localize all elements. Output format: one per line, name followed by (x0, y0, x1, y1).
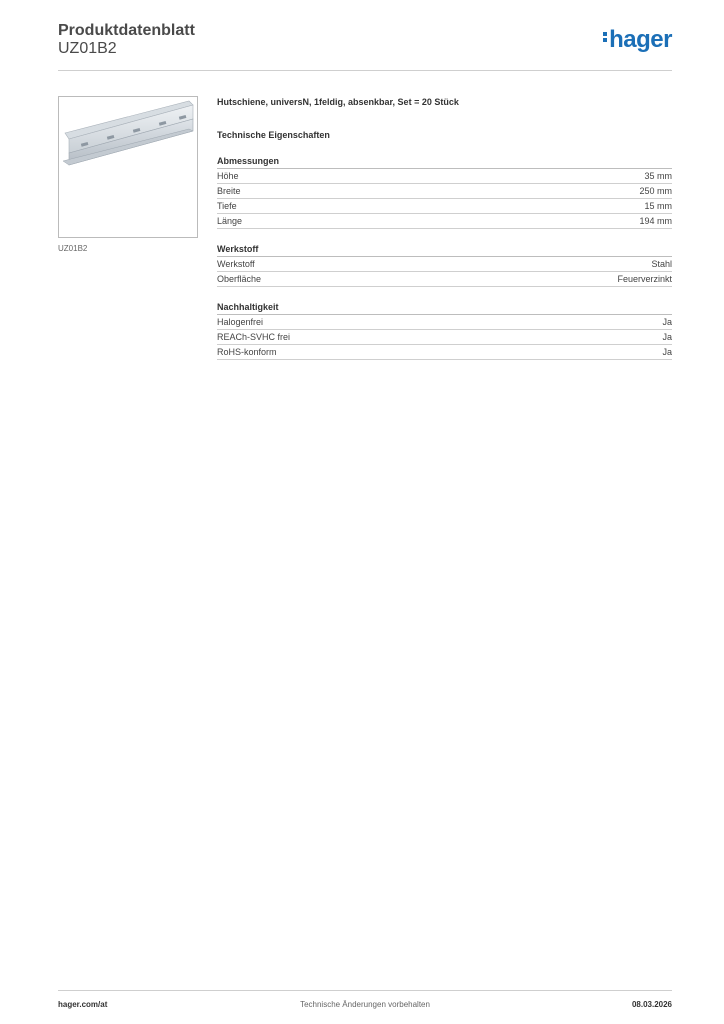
group-title: Nachhaltigkeit (217, 301, 672, 315)
row-label: REACh-SVHC frei (217, 332, 291, 342)
page-footer (58, 990, 672, 1021)
group-sustainability (217, 301, 672, 360)
row-value: 194 mm (639, 216, 672, 226)
table-row (217, 257, 672, 272)
logo-text: hager (609, 26, 672, 53)
logo-colon-icon (603, 30, 608, 44)
row-label: Halogenfrei (217, 317, 264, 327)
row-value: Feuerverzinkt (617, 274, 672, 284)
product-details (217, 96, 672, 360)
row-label: Höhe (217, 171, 239, 181)
article-number: UZ01B2 (58, 40, 117, 57)
hager-logo (603, 26, 672, 54)
table-row (217, 330, 672, 345)
row-value: Stahl (651, 259, 672, 269)
row-value: Ja (662, 347, 672, 357)
table-row (217, 184, 672, 199)
table-row (217, 315, 672, 330)
row-label: Breite (217, 186, 241, 196)
group-title: Abmessungen (217, 155, 672, 169)
product-image (58, 96, 198, 238)
footer-date: 08.03.2026 (631, 1000, 672, 1009)
table-row (217, 169, 672, 184)
row-value: Ja (662, 317, 672, 327)
table-row (217, 214, 672, 229)
row-label: Oberfläche (217, 274, 262, 284)
table-row (217, 345, 672, 360)
row-value: 15 mm (644, 201, 672, 211)
row-label: Tiefe (217, 201, 237, 211)
table-row (217, 272, 672, 287)
row-value: Ja (662, 332, 672, 342)
page-title: Produktdatenblatt (58, 22, 195, 39)
image-caption: UZ01B2 (58, 244, 88, 253)
row-label: Länge (217, 216, 243, 226)
din-rail-image (59, 97, 197, 237)
group-title: Werkstoff (217, 243, 672, 257)
footer-notice: Technische Änderungen vorbehalten (300, 1000, 430, 1009)
row-value: 35 mm (644, 171, 672, 181)
row-value: 250 mm (639, 186, 672, 196)
tech-section-title: Technische Eigenschaften (217, 130, 330, 140)
row-label: Werkstoff (217, 259, 255, 269)
table-row (217, 199, 672, 214)
website-link[interactable]: hager.com/at (58, 1000, 108, 1009)
row-label: RoHS-konform (217, 347, 277, 357)
group-material (217, 243, 672, 287)
product-name: Hutschiene, universN, 1feldig, absenkbar, Set = 20 Stück (217, 97, 459, 107)
page-header (58, 22, 672, 71)
group-dimensions (217, 155, 672, 229)
